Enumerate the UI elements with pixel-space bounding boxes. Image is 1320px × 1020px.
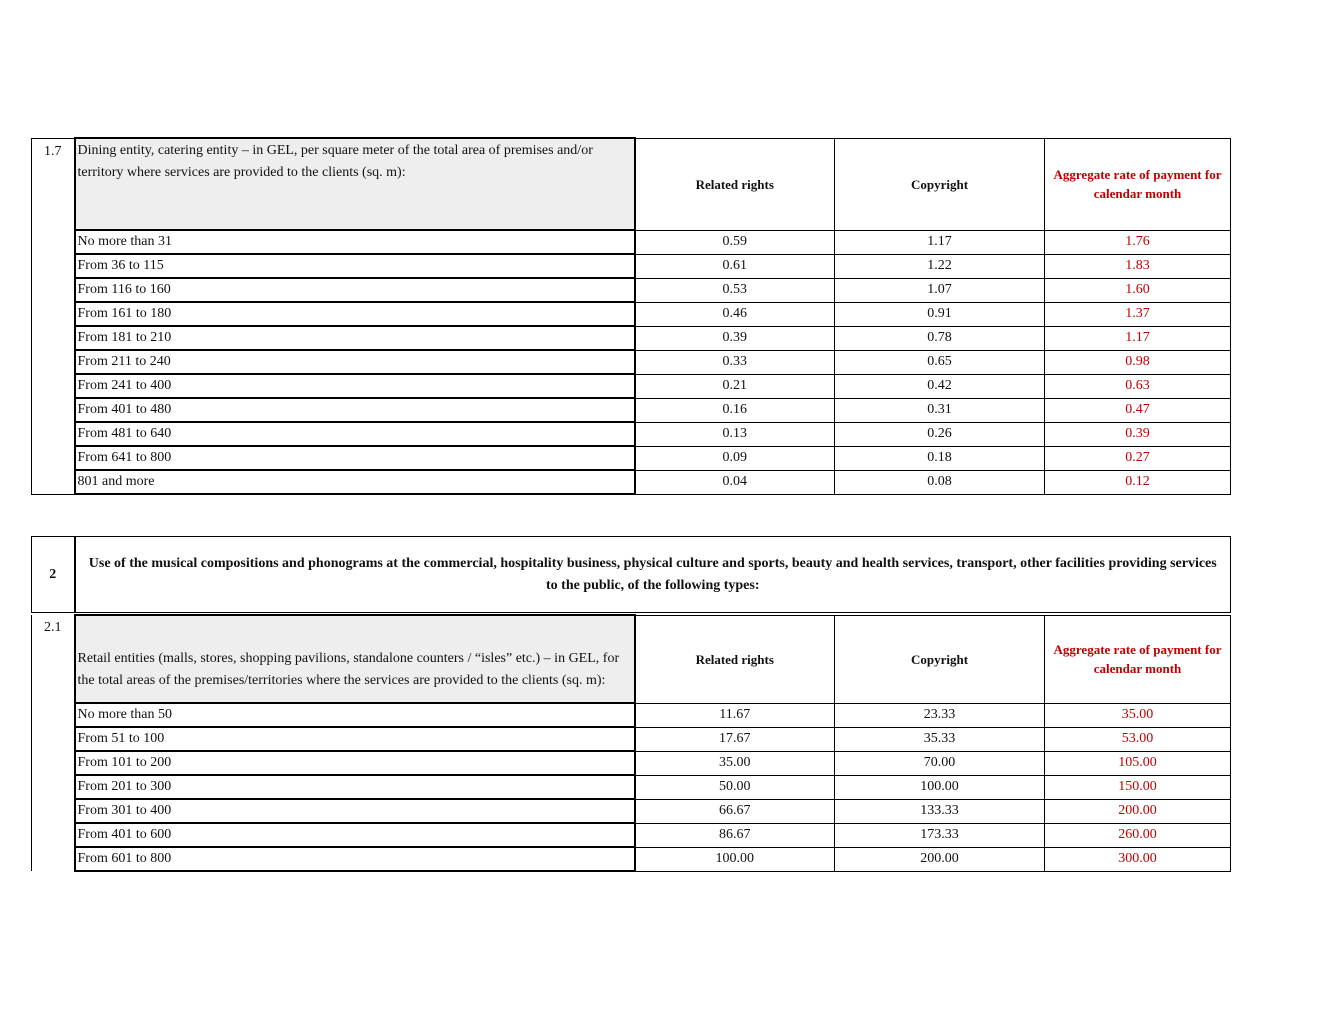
row-number-spacer bbox=[32, 230, 75, 254]
copyright-header: Copyright bbox=[835, 615, 1045, 703]
aggregate-rate-value: 105.00 bbox=[1045, 751, 1231, 775]
aggregate-rate-value: 0.98 bbox=[1045, 350, 1231, 374]
table-row bbox=[32, 254, 1231, 278]
related-rights-value: 0.16 bbox=[635, 398, 835, 422]
section-2-title: Use of the musical compositions and phonograms at the commercial, hospitality business, physical culture and sports, beauty and health services, transport, other facilities providing services to the public, of the following types: bbox=[88, 555, 1217, 593]
copyright-value: 0.08 bbox=[835, 470, 1045, 494]
table-row bbox=[32, 703, 1231, 727]
row-label: 801 and more bbox=[75, 470, 635, 494]
section-number: 2.1 bbox=[32, 615, 75, 703]
aggregate-rate-value: 53.00 bbox=[1045, 727, 1231, 751]
copyright-value: 23.33 bbox=[835, 703, 1045, 727]
row-number-spacer bbox=[32, 278, 75, 302]
row-number-spacer bbox=[32, 727, 75, 751]
copyright-value: 0.18 bbox=[835, 446, 1045, 470]
row-label: From 211 to 240 bbox=[75, 350, 635, 374]
row-label: From 36 to 115 bbox=[75, 254, 635, 278]
row-number-spacer bbox=[32, 350, 75, 374]
row-label: No more than 31 bbox=[75, 230, 635, 254]
row-label: From 241 to 400 bbox=[75, 374, 635, 398]
copyright-value: 1.17 bbox=[835, 230, 1045, 254]
related-rights-value: 0.46 bbox=[635, 302, 835, 326]
row-number-spacer bbox=[32, 470, 75, 494]
table-row bbox=[32, 230, 1231, 254]
rates-table-2-1 bbox=[31, 614, 1231, 872]
row-number-spacer bbox=[32, 799, 75, 823]
related-rights-value: 0.61 bbox=[635, 254, 835, 278]
row-label: From 161 to 180 bbox=[75, 302, 635, 326]
row-number-spacer bbox=[32, 302, 75, 326]
section-1-7 bbox=[31, 137, 1231, 495]
related-rights-value: 0.33 bbox=[635, 350, 835, 374]
table-header-row bbox=[32, 138, 1231, 230]
copyright-value: 0.91 bbox=[835, 302, 1045, 326]
table-row bbox=[32, 422, 1231, 446]
table-row bbox=[32, 446, 1231, 470]
aggregate-rate-value: 260.00 bbox=[1045, 823, 1231, 847]
related-rights-value: 11.67 bbox=[635, 703, 835, 727]
row-number-spacer bbox=[32, 703, 75, 727]
table-row bbox=[32, 799, 1231, 823]
aggregate-rate-value: 35.00 bbox=[1045, 703, 1231, 727]
copyright-value: 35.33 bbox=[835, 727, 1045, 751]
row-label: From 301 to 400 bbox=[75, 799, 635, 823]
row-number-spacer bbox=[32, 751, 75, 775]
copyright-value: 0.78 bbox=[835, 326, 1045, 350]
aggregate-rate-value: 0.63 bbox=[1045, 374, 1231, 398]
section-2-1 bbox=[31, 614, 1231, 872]
related-rights-value: 0.09 bbox=[635, 446, 835, 470]
related-rights-value: 35.00 bbox=[635, 751, 835, 775]
copyright-value: 1.22 bbox=[835, 254, 1045, 278]
aggregate-rate-header: Aggregate rate of payment for calendar month bbox=[1045, 138, 1231, 230]
section-2 bbox=[31, 536, 1231, 613]
related-rights-value: 100.00 bbox=[635, 847, 835, 871]
aggregate-rate-value: 1.17 bbox=[1045, 326, 1231, 350]
table-row bbox=[32, 374, 1231, 398]
section-2-number: 2 bbox=[32, 537, 75, 613]
related-rights-value: 17.67 bbox=[635, 727, 835, 751]
table-row bbox=[32, 326, 1231, 350]
copyright-value: 200.00 bbox=[835, 847, 1045, 871]
row-number-spacer bbox=[32, 398, 75, 422]
copyright-value: 1.07 bbox=[835, 278, 1045, 302]
aggregate-rate-value: 0.12 bbox=[1045, 470, 1231, 494]
row-label: From 401 to 480 bbox=[75, 398, 635, 422]
copyright-value: 70.00 bbox=[835, 751, 1045, 775]
table-row bbox=[32, 775, 1231, 799]
related-rights-value: 0.39 bbox=[635, 326, 835, 350]
row-label: From 601 to 800 bbox=[75, 847, 635, 871]
table-row bbox=[32, 398, 1231, 422]
row-label: From 181 to 210 bbox=[75, 326, 635, 350]
row-label: From 101 to 200 bbox=[75, 751, 635, 775]
aggregate-rate-value: 1.83 bbox=[1045, 254, 1231, 278]
row-label: From 51 to 100 bbox=[75, 727, 635, 751]
aggregate-rate-value: 300.00 bbox=[1045, 847, 1231, 871]
aggregate-rate-value: 0.47 bbox=[1045, 398, 1231, 422]
related-rights-header: Related rights bbox=[635, 138, 835, 230]
table-row bbox=[32, 302, 1231, 326]
row-number-spacer bbox=[32, 775, 75, 799]
table-row bbox=[32, 727, 1231, 751]
copyright-value: 173.33 bbox=[835, 823, 1045, 847]
copyright-value: 0.65 bbox=[835, 350, 1045, 374]
related-rights-value: 0.53 bbox=[635, 278, 835, 302]
related-rights-value: 0.21 bbox=[635, 374, 835, 398]
aggregate-rate-value: 0.39 bbox=[1045, 422, 1231, 446]
related-rights-value: 0.13 bbox=[635, 422, 835, 446]
copyright-value: 0.42 bbox=[835, 374, 1045, 398]
aggregate-rate-value: 200.00 bbox=[1045, 799, 1231, 823]
related-rights-value: 66.67 bbox=[635, 799, 835, 823]
aggregate-rate-value: 0.27 bbox=[1045, 446, 1231, 470]
related-rights-value: 0.59 bbox=[635, 230, 835, 254]
related-rights-value: 0.04 bbox=[635, 470, 835, 494]
rates-table-1-7 bbox=[31, 137, 1231, 495]
row-label: From 116 to 160 bbox=[75, 278, 635, 302]
related-rights-value: 86.67 bbox=[635, 823, 835, 847]
row-number-spacer bbox=[32, 823, 75, 847]
table-row bbox=[32, 278, 1231, 302]
row-label: From 201 to 300 bbox=[75, 775, 635, 799]
table-header-row bbox=[32, 615, 1231, 703]
aggregate-rate-value: 1.76 bbox=[1045, 230, 1231, 254]
aggregate-rate-value: 150.00 bbox=[1045, 775, 1231, 799]
section-number: 1.7 bbox=[32, 138, 75, 230]
related-rights-header: Related rights bbox=[635, 615, 835, 703]
aggregate-rate-value: 1.37 bbox=[1045, 302, 1231, 326]
row-number-spacer bbox=[32, 374, 75, 398]
aggregate-rate-header: Aggregate rate of payment for calendar month bbox=[1045, 615, 1231, 703]
copyright-value: 100.00 bbox=[835, 775, 1045, 799]
section-description: Retail entities (malls, stores, shopping pavilions, standalone counters / “isles” etc.) – in GEL, for the total areas of the premises/territories where the services are provided to the clients (sq. m): bbox=[75, 615, 635, 703]
table-row bbox=[32, 470, 1231, 494]
row-label: No more than 50 bbox=[75, 703, 635, 727]
copyright-header: Copyright bbox=[835, 138, 1045, 230]
copyright-value: 133.33 bbox=[835, 799, 1045, 823]
row-number-spacer bbox=[32, 847, 75, 871]
row-label: From 641 to 800 bbox=[75, 446, 635, 470]
table-row bbox=[32, 823, 1231, 847]
row-label: From 481 to 640 bbox=[75, 422, 635, 446]
row-number-spacer bbox=[32, 422, 75, 446]
aggregate-rate-value: 1.60 bbox=[1045, 278, 1231, 302]
copyright-value: 0.31 bbox=[835, 398, 1045, 422]
related-rights-value: 50.00 bbox=[635, 775, 835, 799]
table-row bbox=[32, 847, 1231, 871]
section-2-banner bbox=[31, 536, 1231, 613]
copyright-value: 0.26 bbox=[835, 422, 1045, 446]
section-description: Dining entity, catering entity – in GEL, per square meter of the total area of premises and/or territory where services are provided to the clients (sq. m): bbox=[75, 138, 635, 230]
table-row bbox=[32, 350, 1231, 374]
row-number-spacer bbox=[32, 326, 75, 350]
row-label: From 401 to 600 bbox=[75, 823, 635, 847]
row-number-spacer bbox=[32, 254, 75, 278]
table-row bbox=[32, 751, 1231, 775]
row-number-spacer bbox=[32, 446, 75, 470]
